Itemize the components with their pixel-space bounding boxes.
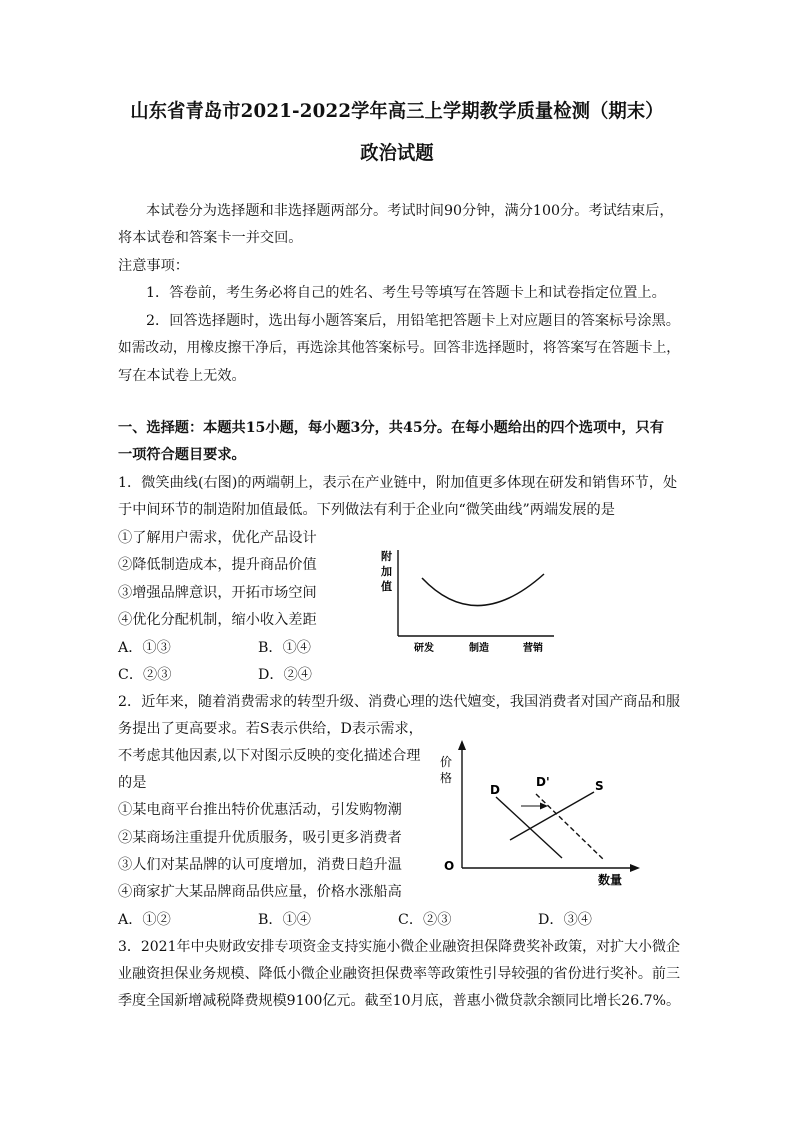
- q2-item: ④商家扩大某品牌商品供应量，价格水涨船高: [118, 884, 402, 900]
- notice-item: 写在本试卷上无效。: [118, 368, 246, 384]
- q1-item: ①了解用户需求，优化产品设计: [118, 530, 317, 546]
- q1-stem: 于中间环节的制造附加值最低。下列做法有利于企业向“微笑曲线”两端发展的是: [118, 502, 615, 518]
- notice-item: 1．答卷前，考生务必将自己的姓名、考生号等填写在答题卡上和试卷指定位置上。: [146, 285, 666, 301]
- smile-curve: [422, 574, 544, 606]
- intro-line: 本试卷分为选择题和非选择题两部分。考试时间90分钟，满分100分。考试结束后，: [146, 203, 674, 219]
- x-label: 数量: [598, 873, 623, 887]
- x-label-manufacturing: 制造: [469, 643, 489, 654]
- q1-option-b: B．①④: [258, 640, 311, 656]
- smile-curve-figure: [376, 540, 576, 660]
- q1-stem: 1．微笑曲线(右图)的两端朝上，表示在产业链中，附加值更多体现在研发和销售环节，处: [118, 475, 678, 491]
- y-label-char: 格: [440, 771, 453, 785]
- x-axis-arrow-icon: [630, 864, 640, 872]
- q2-option-c: C．②③: [398, 912, 452, 928]
- q2-option-b: B．①④: [258, 912, 311, 928]
- shift-arrowhead-icon: [540, 803, 548, 810]
- q2-stem: 的是: [118, 775, 147, 791]
- supply-curve-s: [510, 792, 594, 840]
- notice-item: 2．回答选择题时，选出每小题答案后，用铅笔把答题卡上对应题目的答案标号涂黑。: [146, 313, 680, 329]
- y-label-char: 价: [440, 755, 453, 769]
- exam-title: 山东省青岛市2021-2022学年高三上学期教学质量检测（期末）: [130, 100, 664, 122]
- notice-item: 如需改动，用橡皮擦干净后，再选涂其他答案标号。回答非选择题时，将答案写在答题卡上，: [118, 340, 680, 356]
- q2-stem: 不考虑其他因素,以下对图示反映的变化描述合理: [118, 748, 421, 764]
- origin-label: O: [444, 859, 455, 873]
- intro-line: 将本试卷和答案卡一并交回。: [118, 230, 303, 246]
- q3-stem: 3．2021年中央财政安排专项资金支持实施小微企业融资担保降费奖补政策，对扩大小微企: [118, 939, 680, 955]
- demand-curve-d-prime: [536, 794, 604, 860]
- curve-label-s: S: [595, 779, 604, 793]
- q3-stem: 业融资担保业务规模、降低小微企业融资担保费率等政策性引导较强的省份进行奖补。前三: [118, 966, 680, 982]
- q2-item: ①某电商平台推出特价优惠活动，引发购物潮: [118, 802, 402, 818]
- curve-label-d-prime: D': [536, 775, 550, 789]
- q1-option-a: A．①③: [118, 640, 171, 656]
- q1-option-d: D．②④: [258, 667, 312, 683]
- q2-option-a: A．①②: [118, 912, 171, 928]
- q2-option-d: D．③④: [538, 912, 592, 928]
- q1-option-c: C．②③: [118, 667, 172, 683]
- exam-subject-title: 政治试题: [360, 142, 434, 164]
- q3-stem: 季度全国新增减税降费规模9100亿元。截至10月底，普惠小微贷款余额同比增长26.7%。: [118, 993, 680, 1009]
- x-label-rd: 研发: [414, 643, 434, 654]
- curve-label-d: D: [490, 783, 500, 797]
- q2-stem: 2．近年来，随着消费需求的转型升级、消费心理的迭代嬗变，我国消费者对国产商品和服: [118, 694, 680, 710]
- q2-item: ③人们对某品牌的认可度增加，消费日趋升温: [118, 857, 402, 873]
- q2-item: ②某商场注重提升优质服务，吸引更多消费者: [118, 830, 402, 846]
- y-label-char: 附: [381, 550, 392, 563]
- notice-label: 注意事项：: [118, 258, 189, 274]
- q2-stem: 务提出了更高要求。若S表示供给，D表示需求，: [118, 721, 423, 737]
- q1-item: ②降低制造成本，提升商品价值: [118, 557, 317, 573]
- section-heading: 一、选择题：本题共15小题，每小题3分，共45分。在每小题给出的四个选项中，只有: [118, 420, 664, 436]
- y-axis-arrow-icon: [458, 740, 466, 750]
- q1-item: ③增强品牌意识，开拓市场空间: [118, 585, 317, 601]
- section-heading: 一项符合题目要求。: [118, 447, 246, 463]
- y-label-char: 值: [381, 580, 392, 593]
- supply-demand-figure: [432, 740, 652, 890]
- q1-item: ④优化分配机制，缩小收入差距: [118, 612, 317, 628]
- x-label-marketing: 营销: [523, 643, 543, 654]
- y-label-char: 加: [381, 565, 392, 578]
